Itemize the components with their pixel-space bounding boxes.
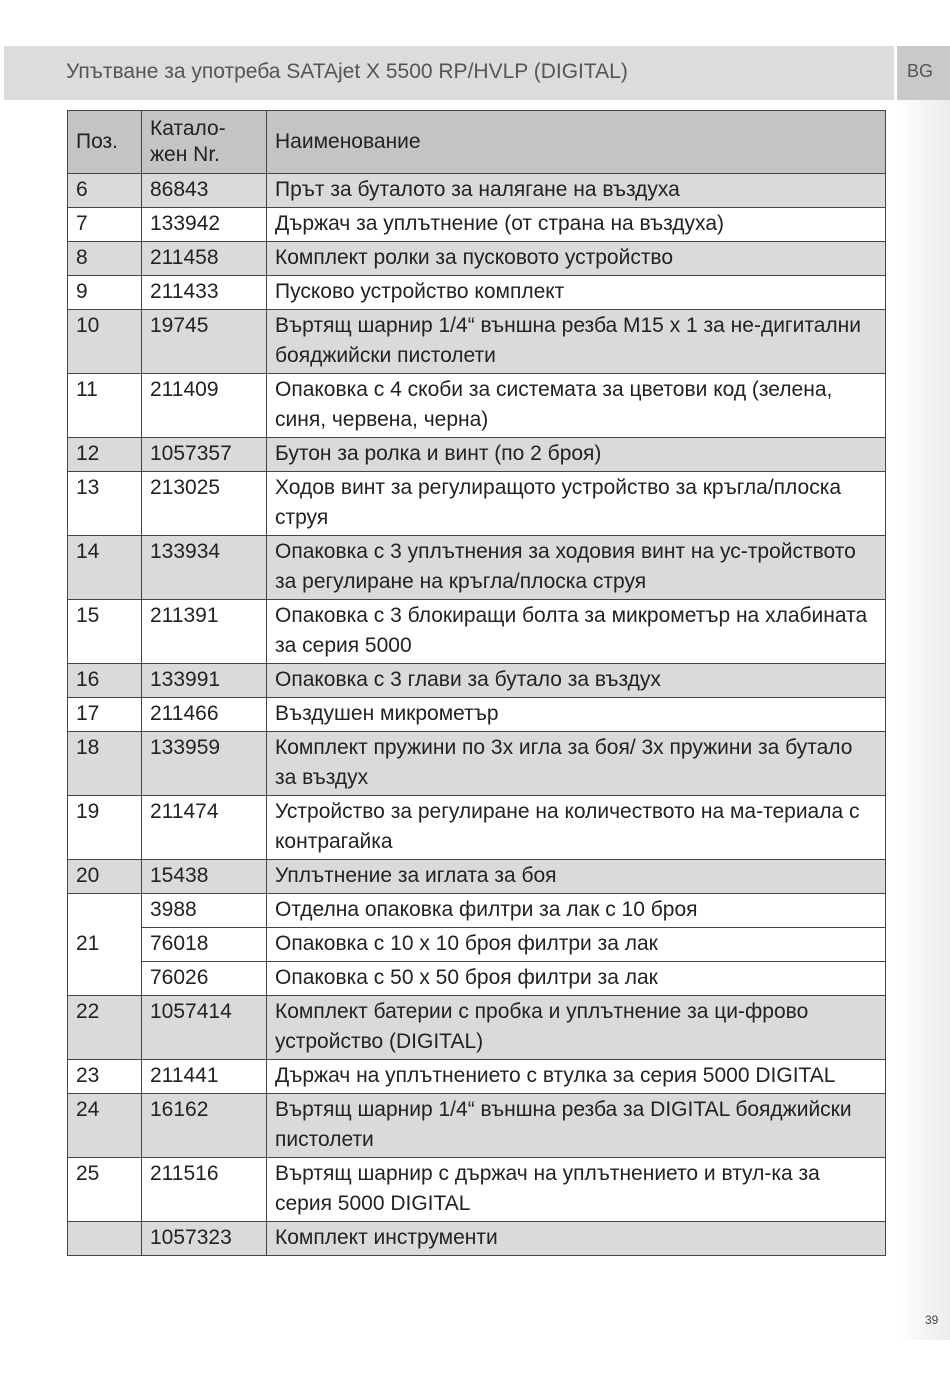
cell-name: Държач за уплътнение (от страна на въздуха)	[267, 208, 886, 242]
cell-catalog: 211458	[142, 242, 267, 276]
cell-catalog: 3988	[142, 894, 267, 928]
table-row	[68, 276, 886, 310]
cell-catalog: 76026	[142, 962, 267, 996]
cell-name: Опаковка с 3 блокиращи болта за микрометър на хлабината за серия 5000	[267, 600, 886, 664]
cell-catalog: 211474	[142, 796, 267, 860]
cell-pos: 17	[68, 698, 142, 732]
cell-catalog: 211466	[142, 698, 267, 732]
cell-pos: 10	[68, 310, 142, 374]
cell-name: Държач на уплътнението с втулка за серия 5000 DIGITAL	[267, 1060, 886, 1094]
cell-pos: 22	[68, 996, 142, 1060]
table-row	[68, 438, 886, 472]
cell-catalog: 19745	[142, 310, 267, 374]
table-row	[68, 962, 886, 996]
cell-name: Опаковка с 3 уплътнения за ходовия винт на ус-тройството за регулиране на кръгла/плоска струя	[267, 536, 886, 600]
cell-catalog: 76018	[142, 928, 267, 962]
cell-catalog: 15438	[142, 860, 267, 894]
parts-table	[67, 110, 886, 1256]
table-row	[68, 242, 886, 276]
cell-name: Пусково устройство комплект	[267, 276, 886, 310]
cell-catalog: 133959	[142, 732, 267, 796]
cell-pos: 12	[68, 438, 142, 472]
language-label: BG	[907, 61, 934, 81]
table-row	[68, 928, 886, 962]
cell-name: Въздушен микрометър	[267, 698, 886, 732]
table-row	[68, 796, 886, 860]
cell-name: Опаковка с 4 скоби за системата за цветови код (зелена, синя, червена, черна)	[267, 374, 886, 438]
cell-catalog: 211409	[142, 374, 267, 438]
cell-name: Въртящ шарнир с държач на уплътнението и втул-ка за серия 5000 DIGITAL	[267, 1158, 886, 1222]
cell-pos: 18	[68, 732, 142, 796]
column-header-catalog	[142, 111, 267, 174]
cell-name: Опаковка с 3 глави за бутало за въздух	[267, 664, 886, 698]
cell-name: Въртящ шарнир 1/4“ външна резба M15 x 1 за не-дигитални бояджийски пистолети	[267, 310, 886, 374]
cell-catalog: 86843	[142, 174, 267, 208]
cell-name: Комплект батерии с пробка и уплътнение за ци-фрово устройство (DIGITAL)	[267, 996, 886, 1060]
table-row	[68, 732, 886, 796]
column-header-catalog-line1: Катало-	[150, 116, 226, 140]
table-row	[68, 374, 886, 438]
page-title: Упътване за употреба SATAjet X 5500 RP/HVLP (DIGITAL)	[66, 60, 628, 83]
cell-catalog: 1057357	[142, 438, 267, 472]
cell-pos: 25	[68, 1158, 142, 1222]
cell-pos: 24	[68, 1094, 142, 1158]
table-row	[68, 310, 886, 374]
table-row	[68, 860, 886, 894]
cell-catalog: 213025	[142, 472, 267, 536]
cell-pos: 7	[68, 208, 142, 242]
cell-name: Комплект пружини по 3x игла за боя/ 3x пружини за бутало за въздух	[267, 732, 886, 796]
cell-catalog: 211433	[142, 276, 267, 310]
cell-pos: 15	[68, 600, 142, 664]
cell-pos: 20	[68, 860, 142, 894]
cell-catalog: 211441	[142, 1060, 267, 1094]
cell-pos: 14	[68, 536, 142, 600]
table-row	[68, 664, 886, 698]
cell-pos: 9	[68, 276, 142, 310]
cell-name: Опаковка с 50 x 50 броя филтри за лак	[267, 962, 886, 996]
cell-name: Ходов винт за регулиращото устройство за кръгла/плоска струя	[267, 472, 886, 536]
cell-pos: 23	[68, 1060, 142, 1094]
cell-pos: 11	[68, 374, 142, 438]
table-row	[68, 996, 886, 1060]
cell-catalog: 1057323	[142, 1222, 267, 1256]
table-header-row	[68, 111, 886, 174]
table-row	[68, 1222, 886, 1256]
cell-pos: 6	[68, 174, 142, 208]
side-strip	[897, 100, 950, 1340]
table-row	[68, 1094, 886, 1158]
table-row	[68, 894, 886, 928]
page-number: 39	[925, 1313, 939, 1327]
cell-pos: 13	[68, 472, 142, 536]
cell-catalog: 211391	[142, 600, 267, 664]
cell-catalog: 133934	[142, 536, 267, 600]
cell-catalog: 1057414	[142, 996, 267, 1060]
table-row	[68, 208, 886, 242]
table-row	[68, 472, 886, 536]
cell-name: Прът за буталото за налягане на въздуха	[267, 174, 886, 208]
column-header-pos: Поз.	[68, 111, 142, 174]
table-row	[68, 698, 886, 732]
column-header-catalog-line2: жен Nr.	[150, 142, 220, 166]
cell-pos: 21	[68, 894, 142, 996]
cell-name: Бутон за ролка и винт (по 2 броя)	[267, 438, 886, 472]
column-header-name: Наименование	[267, 111, 886, 174]
cell-name: Комплект инструменти	[267, 1222, 886, 1256]
cell-pos	[68, 1222, 142, 1256]
cell-catalog: 133942	[142, 208, 267, 242]
cell-name: Уплътнение за иглата за боя	[267, 860, 886, 894]
cell-catalog: 133991	[142, 664, 267, 698]
cell-pos: 8	[68, 242, 142, 276]
cell-catalog: 16162	[142, 1094, 267, 1158]
cell-pos: 16	[68, 664, 142, 698]
cell-name: Устройство за регулиране на количеството на ма-териала с контрагайка	[267, 796, 886, 860]
cell-name: Комплект ролки за пусковото устройство	[267, 242, 886, 276]
table-row	[68, 174, 886, 208]
table-row	[68, 1060, 886, 1094]
cell-name: Отделна опаковка филтри за лак с 10 броя	[267, 894, 886, 928]
table-row	[68, 1158, 886, 1222]
cell-name: Опаковка с 10 x 10 броя филтри за лак	[267, 928, 886, 962]
cell-name: Въртящ шарнир 1/4“ външна резба за DIGITAL бояджийски пистолети	[267, 1094, 886, 1158]
cell-catalog: 211516	[142, 1158, 267, 1222]
cell-pos: 19	[68, 796, 142, 860]
table-row	[68, 536, 886, 600]
table-row	[68, 600, 886, 664]
